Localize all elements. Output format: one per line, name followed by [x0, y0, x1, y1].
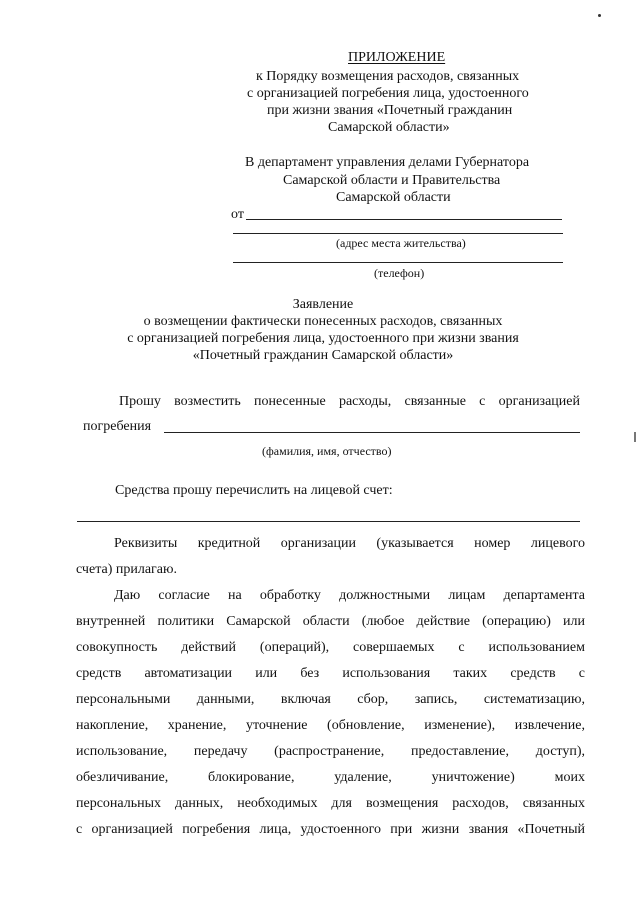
- appendix-line-3: при жизни звания «Почетный гражданин: [267, 103, 513, 118]
- phone-fill-line[interactable]: [233, 262, 563, 263]
- from-label: от: [231, 207, 244, 222]
- scan-speck: [598, 14, 601, 17]
- addressee-line-2: Самарской области и Правительства: [283, 173, 501, 188]
- account-text: Средства прошу перечислить на лицевой счет:: [115, 483, 393, 498]
- scan-margin-mark: [634, 432, 636, 442]
- addressee-line-1: В департамент управления делами Губернатора: [245, 155, 530, 170]
- consent-line-2: внутренней политики Самарской области (любое действие (операцию) или: [76, 614, 585, 629]
- statement-subtitle-3: «Почетный гражданин Самарской области»: [192, 348, 454, 363]
- appendix-line-1: к Порядку возмещения расходов, связанных: [256, 69, 520, 84]
- consent-line-10: с организацией погребения лица, удостоенного при жизни звания «Почетный: [76, 822, 585, 837]
- appendix-title: ПРИЛОЖЕНИЕ: [348, 50, 446, 65]
- consent-line-6: накопление, хранение, уточнение (обновление, изменение), извлечение,: [76, 718, 585, 733]
- statement-subtitle-2: с организацией погребения лица, удостоенного при жизни звания: [127, 331, 519, 346]
- consent-line-8: обезличивание, блокирование, удаление, уничтожение) моих: [76, 770, 585, 785]
- consent-line-9: персональных данных, необходимых для возмещения расходов, связанных: [76, 796, 585, 811]
- addressee-line-3: Самарской области: [336, 190, 451, 205]
- request-line-1: Прошу возместить понесенные расходы, связанные с организацией: [119, 394, 580, 409]
- burial-label: погребения: [83, 419, 152, 434]
- address-caption: (адрес места жительства): [336, 236, 466, 250]
- appendix-line-4: Самарской области»: [328, 120, 450, 135]
- details-line-1: Реквизиты кредитной организации (указывается номер лицевого: [114, 536, 585, 551]
- from-fill-line[interactable]: [246, 219, 562, 220]
- statement-title: Заявление: [292, 297, 354, 312]
- details-line-2: счета) прилагаю.: [76, 562, 177, 577]
- consent-line-4: средств автоматизации или без использования таких средств с: [76, 666, 585, 681]
- consent-line-3: совокупность действий (операций), совершаемых с использованием: [76, 640, 585, 655]
- name-caption: (фамилия, имя, отчество): [262, 444, 392, 458]
- consent-line-5: персональными данными, включая сбор, запись, систематизацию,: [76, 692, 585, 707]
- appendix-line-2: с организацией погребения лица, удостоенного: [247, 86, 529, 101]
- account-fill-line[interactable]: [77, 521, 580, 522]
- statement-subtitle-1: о возмещении фактически понесенных расходов, связанных: [143, 314, 503, 329]
- consent-line-7: использование, передачу (распространение, предоставление, доступ),: [76, 744, 585, 759]
- name-fill-line[interactable]: [164, 432, 580, 433]
- consent-line-1: Даю согласие на обработку должностными лицам департамента: [114, 588, 585, 603]
- phone-caption: (телефон): [374, 266, 425, 280]
- address-fill-line[interactable]: [233, 233, 563, 234]
